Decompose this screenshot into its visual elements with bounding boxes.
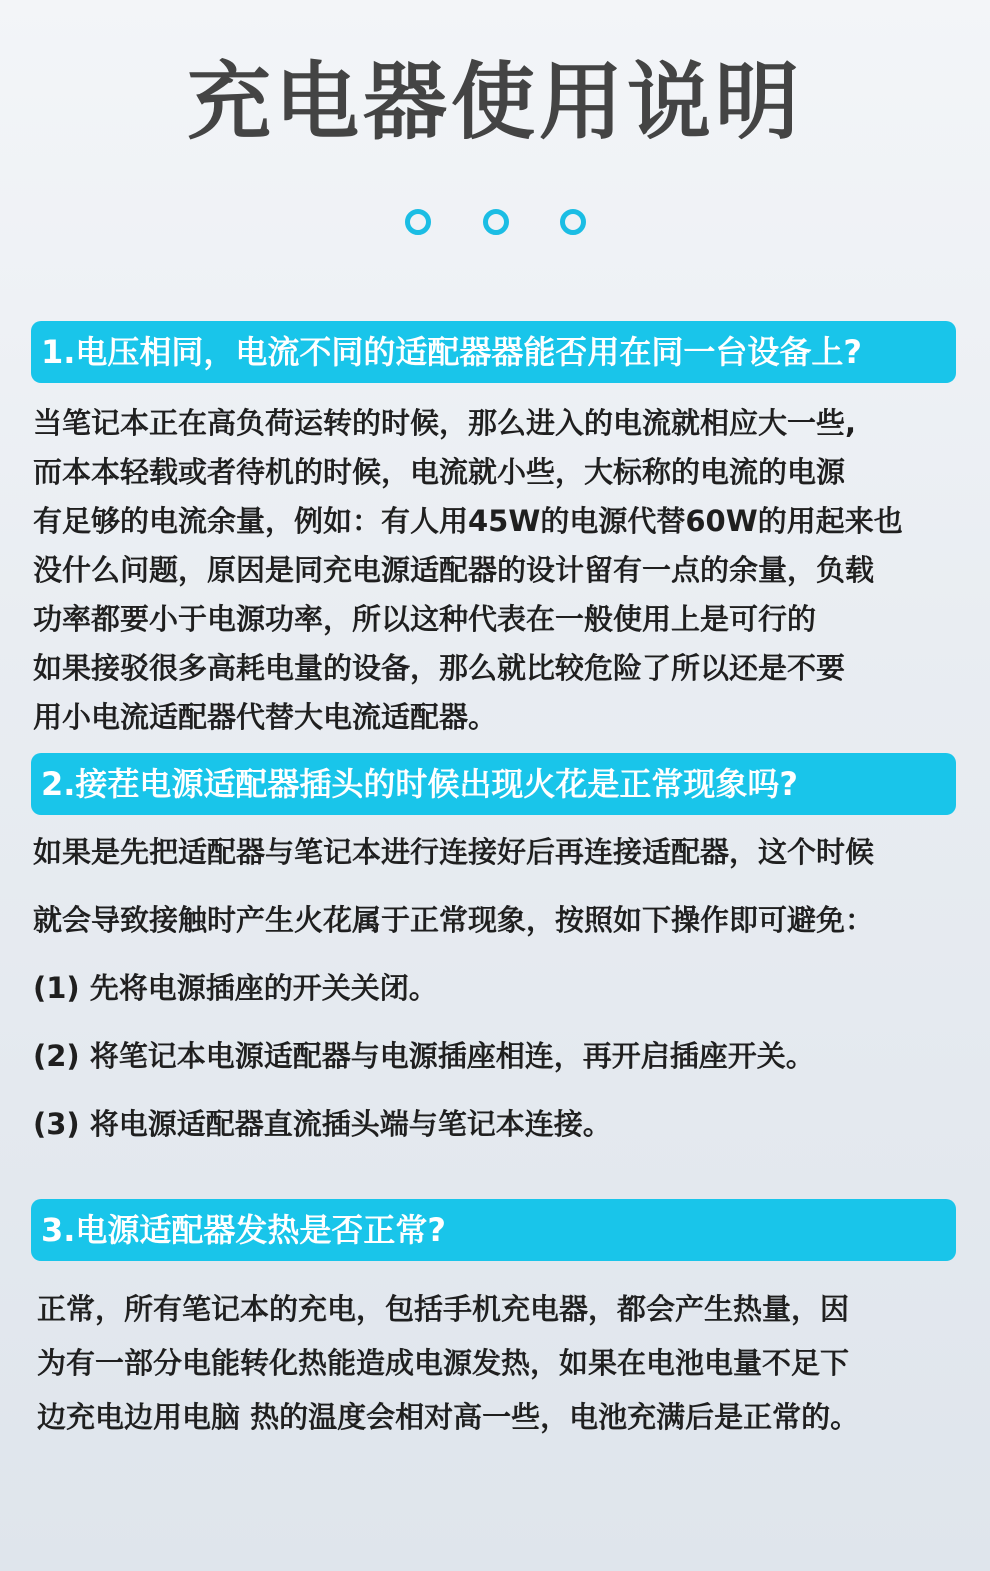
page-title: 充电器使用说明 [186, 53, 803, 151]
paragraph-line: 如果接驳很多高耗电量的设备，那么就比较危险了所以还是不要 [33, 651, 846, 685]
section-2-heading: 2.接茬电源适配器插头的时候出现火花是正常现象吗? [31, 753, 956, 815]
step-item: (2) 将笔记本电源适配器与电源插座相连，再开启插座开关。 [33, 1039, 815, 1073]
paragraph-line: 功率都要小于电源功率，所以这种代表在一般使用上是可行的 [33, 602, 817, 636]
step-item: (3) 将电源适配器直流插头端与笔记本连接。 [33, 1107, 612, 1141]
paragraph-line: 为有一部分电能转化热能造成电源发热，如果在电池电量不足下 [37, 1346, 850, 1380]
paragraph-line: 就会导致接触时产生火花属于正常现象，按照如下操作即可避免： [33, 903, 875, 937]
circle-icon [405, 209, 431, 235]
circle-icon [560, 209, 586, 235]
section-1-heading: 1.电压相同，电流不同的适配器器能否用在同一台设备上? [31, 321, 956, 383]
section-2-body [33, 818, 973, 1158]
paragraph-line: 边充电边用电脑 热的温度会相对高一些，电池充满后是正常的。 [37, 1400, 860, 1434]
circle-icon [483, 209, 509, 235]
decorative-dots [0, 209, 990, 235]
section-3-body [37, 1282, 977, 1444]
paragraph-line: 如果是先把适配器与笔记本进行连接好后再连接适配器，这个时候 [33, 835, 875, 869]
paragraph-line: 用小电流适配器代替大电流适配器。 [33, 700, 498, 734]
paragraph-line: 当笔记本正在高负荷运转的时候，那么进入的电流就相应大一些, [33, 406, 857, 440]
step-item: (1) 先将电源插座的开关关闭。 [33, 971, 438, 1005]
paragraph-line: 而本本轻载或者待机的时候，电流就小些，大标称的电流的电源 [33, 455, 846, 489]
paragraph-line: 正常，所有笔记本的充电，包括手机充电器，都会产生热量，因 [37, 1292, 850, 1326]
paragraph-line: 没什么问题，原因是同充电源适配器的设计留有一点的余量，负载 [33, 553, 875, 587]
section-1-body [33, 399, 973, 742]
paragraph-line: 有足够的电流余量，例如：有人用45W的电源代替60W的用起来也 [33, 504, 903, 538]
section-3-heading: 3.电源适配器发热是否正常? [31, 1199, 956, 1261]
